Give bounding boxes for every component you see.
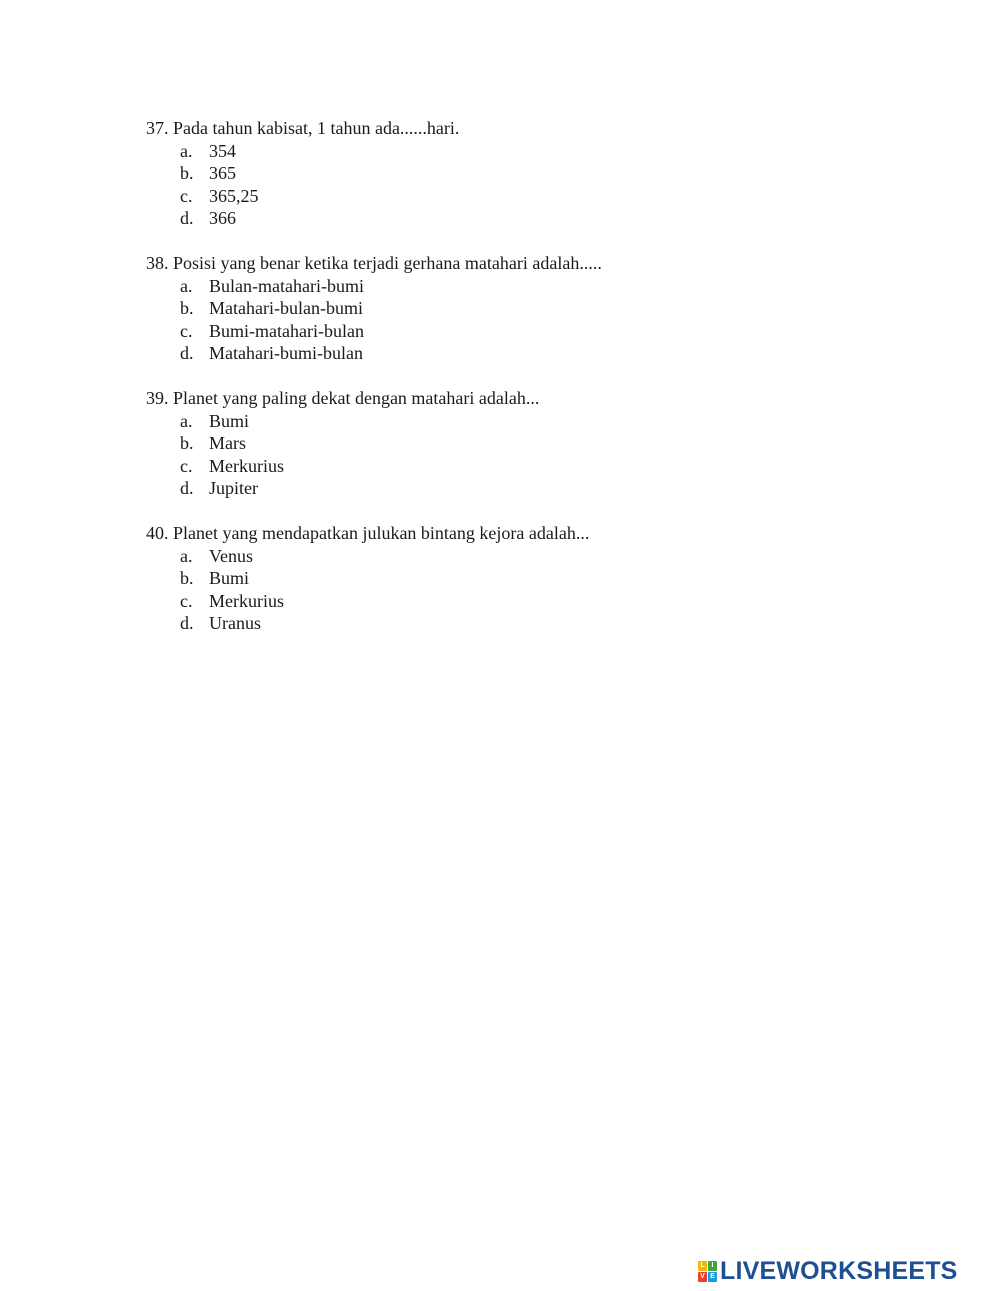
option-a [146, 140, 926, 163]
question-text: 37. Pada tahun kabisat, 1 tahun ada......hari. [146, 118, 460, 138]
option-text: Matahari-bulan-bumi [209, 298, 363, 319]
question-text: 40. Planet yang mendapatkan julukan bintang kejora adalah... [146, 522, 590, 543]
option-d [146, 342, 926, 365]
option-letter: c. [180, 320, 193, 341]
option-b [146, 567, 926, 590]
option-c [146, 320, 926, 343]
liveworksheets-logo-icon [698, 1261, 717, 1282]
option-letter: b. [180, 163, 194, 184]
question-text: 38. Posisi yang benar ketika terjadi gerhana matahari adalah..... [146, 252, 602, 273]
option-text: 354 [209, 140, 236, 161]
option-letter: d. [180, 208, 194, 229]
option-d [146, 207, 926, 230]
option-letter: a. [180, 545, 193, 566]
option-text: Bumi-matahari-bulan [209, 320, 364, 341]
logo-mark-cell: I [708, 1261, 717, 1271]
option-letter: c. [180, 455, 193, 476]
option-letter: a. [180, 410, 193, 431]
option-text: Mars [209, 433, 246, 454]
logo-text: LIVEWORKSHEETS [720, 1257, 958, 1285]
option-text: Bumi [209, 410, 250, 431]
option-b [146, 297, 926, 320]
option-text: Merkurius [209, 590, 284, 611]
option-letter: d. [180, 343, 194, 364]
question-37 [146, 117, 926, 230]
option-text: Venus [209, 545, 253, 566]
option-b [146, 162, 926, 185]
question-40 [146, 522, 926, 635]
option-letter: c. [180, 590, 193, 611]
option-letter: d. [180, 478, 194, 499]
options-list [146, 275, 926, 365]
option-a [146, 545, 926, 568]
question-text: 39. Planet yang paling dekat dengan matahari adalah... [146, 387, 540, 408]
option-text: 365 [209, 163, 236, 184]
option-letter: d. [180, 613, 194, 634]
option-letter: b. [180, 433, 194, 454]
option-text: Merkurius [209, 455, 284, 476]
option-letter: b. [180, 298, 194, 319]
option-text: Jupiter [209, 478, 258, 499]
option-d [146, 612, 926, 635]
option-a [146, 410, 926, 433]
logo-mark-cell: E [708, 1272, 717, 1282]
option-letter: b. [180, 568, 194, 589]
options-list [146, 545, 926, 635]
options-list [146, 410, 926, 500]
option-text: 366 [209, 208, 236, 229]
option-a [146, 275, 926, 298]
option-text: 365,25 [209, 185, 259, 206]
option-b [146, 432, 926, 455]
option-c [146, 455, 926, 478]
question-38 [146, 252, 926, 365]
liveworksheets-logo [698, 1257, 958, 1285]
options-list [146, 140, 926, 230]
option-text: Bulan-matahari-bumi [209, 275, 364, 296]
option-text: Uranus [209, 613, 261, 634]
option-c [146, 185, 926, 208]
option-text: Matahari-bumi-bulan [209, 343, 363, 364]
question-39 [146, 387, 926, 500]
logo-mark-cell: L [698, 1261, 707, 1271]
option-letter: a. [180, 275, 193, 296]
option-letter: a. [180, 140, 193, 161]
option-d [146, 477, 926, 500]
worksheet-page [146, 117, 926, 657]
option-c [146, 590, 926, 613]
logo-mark-cell: V [698, 1272, 707, 1282]
option-text: Bumi [209, 568, 250, 589]
option-letter: c. [180, 185, 193, 206]
